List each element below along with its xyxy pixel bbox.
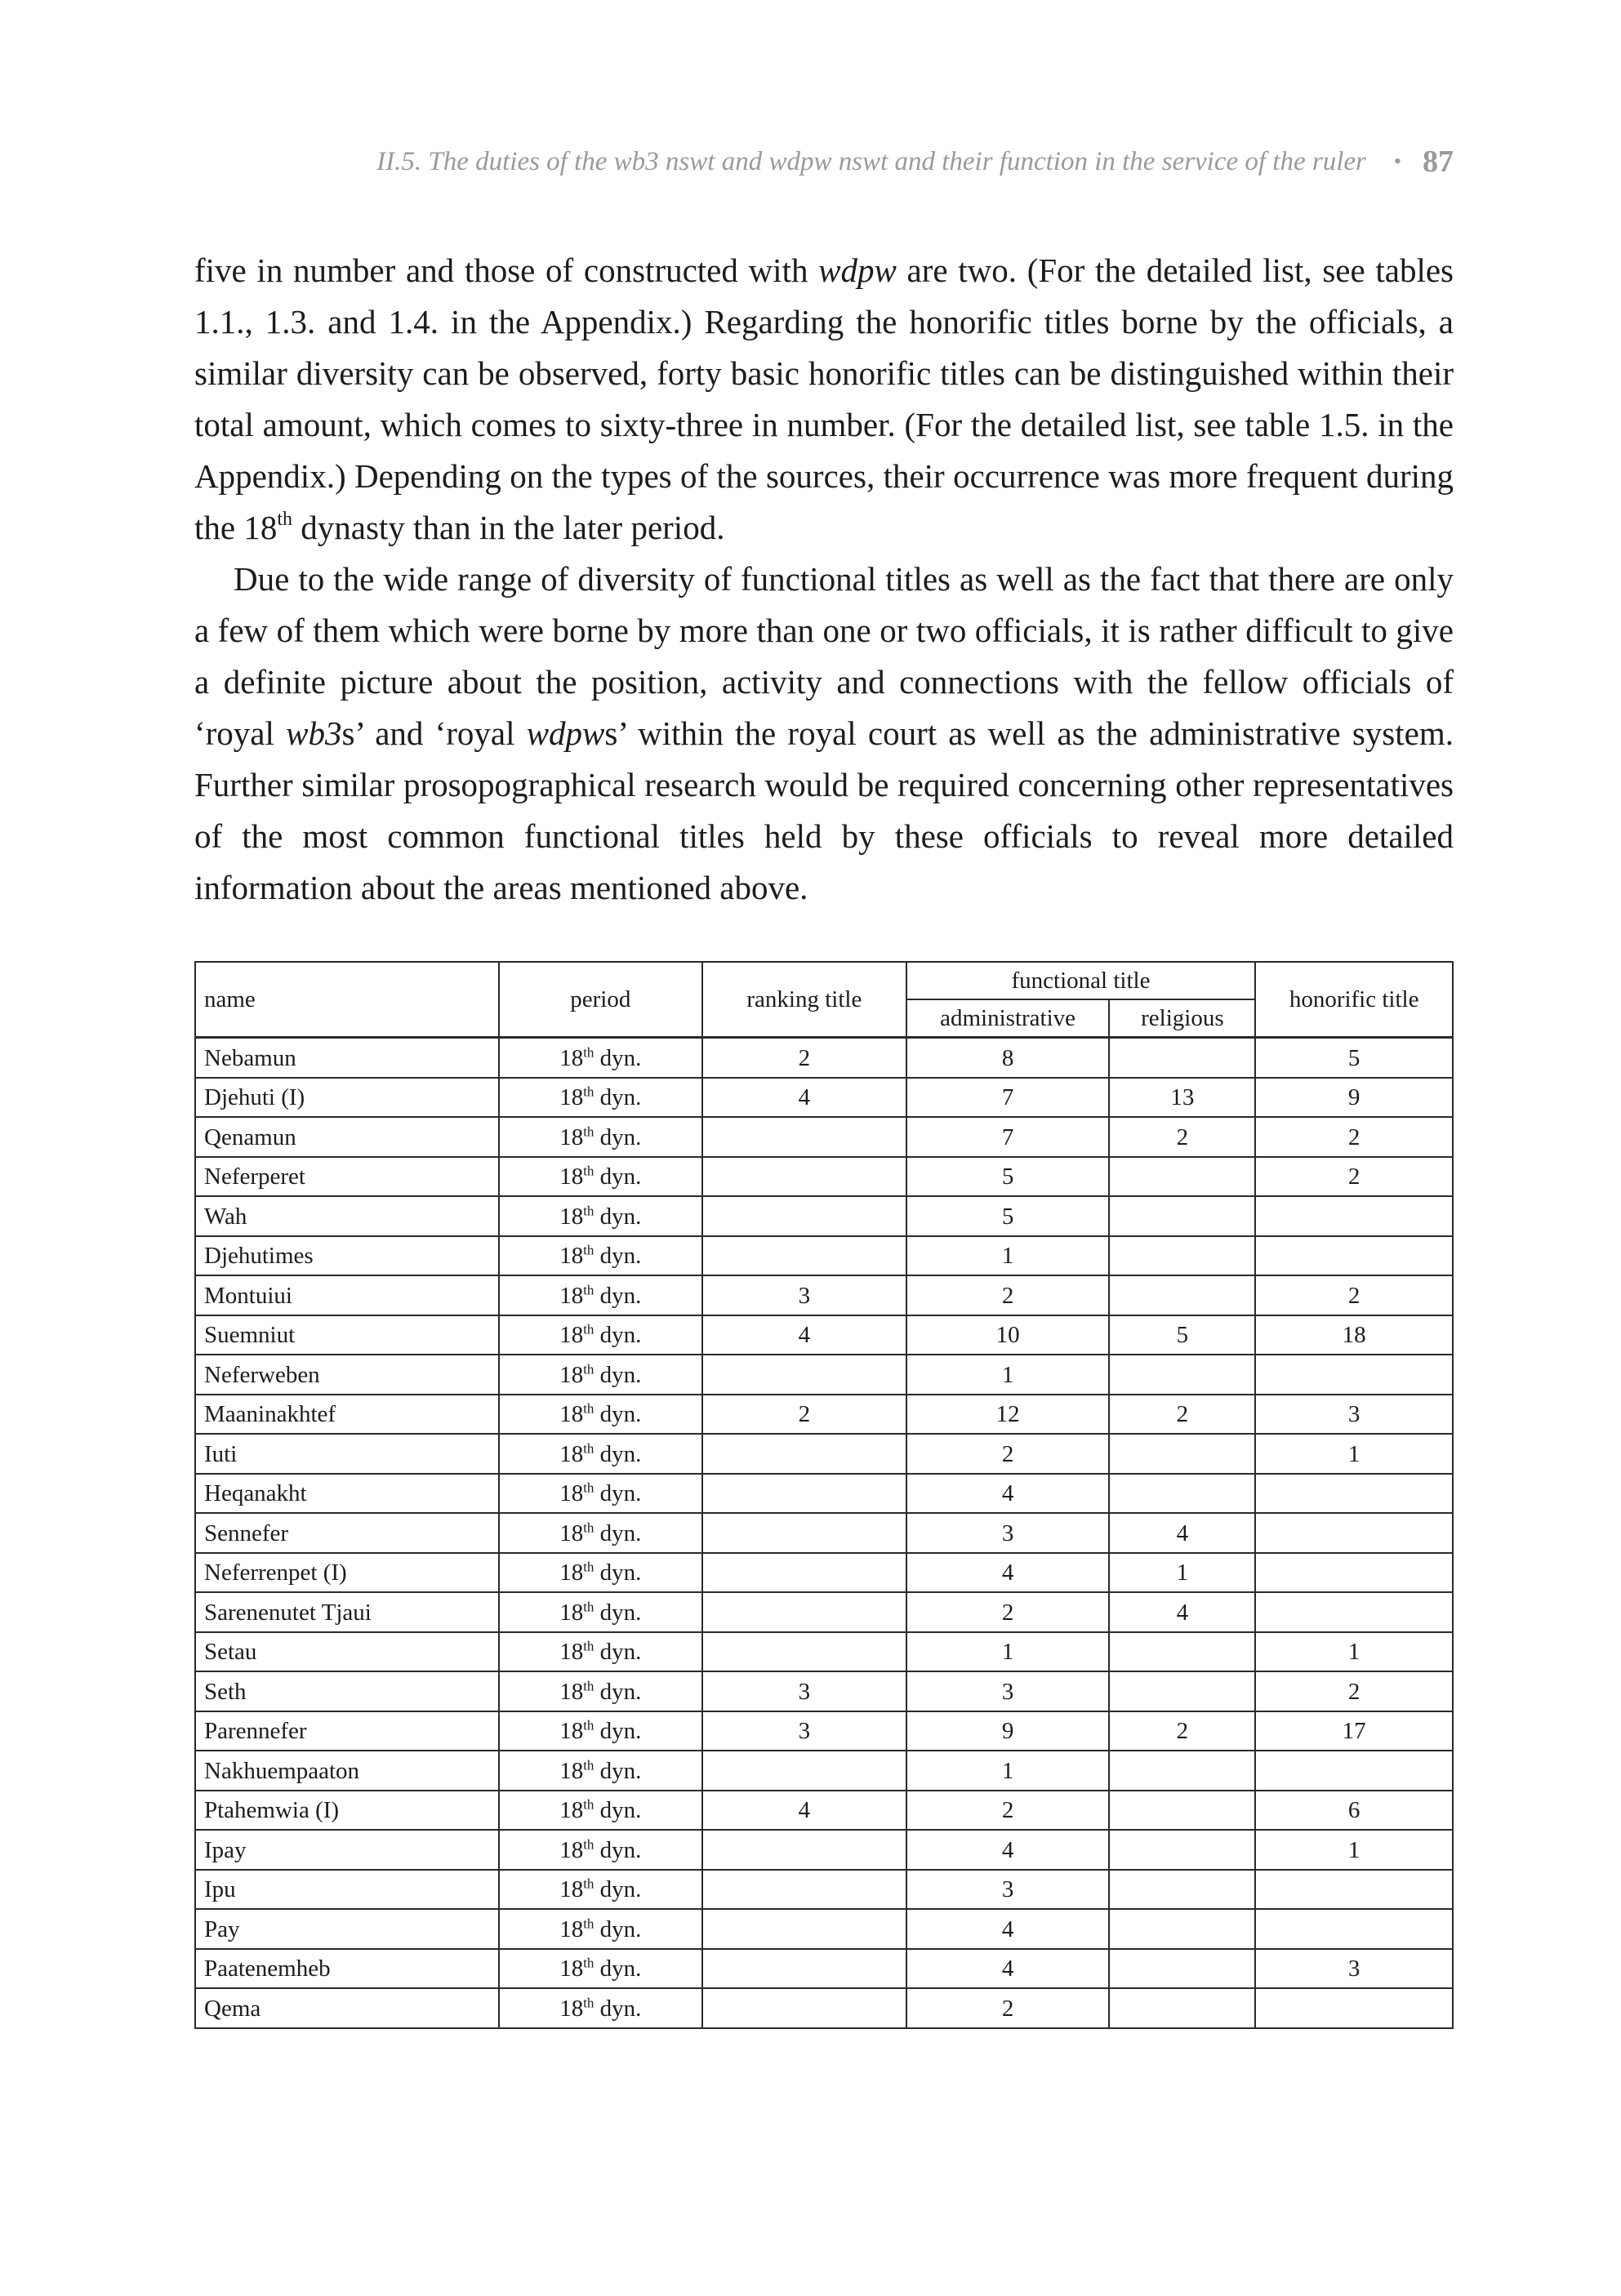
period-suffix: th [583,1400,595,1417]
cell-period [499,1434,703,1474]
cell-administrative: 9 [906,1711,1110,1751]
cell-honorific-title [1255,1236,1453,1276]
period-number: 18 [559,1599,584,1626]
period-number: 18 [559,1995,584,2022]
cell-name: Djehutimes [195,1236,499,1276]
period-number: 18 [559,1797,584,1824]
officials-table [194,961,1454,2029]
period-number: 18 [559,1044,584,1071]
cell-name: Paatenemheb [195,1949,499,1989]
table-row [195,1988,1453,2028]
cell-honorific-title [1255,1870,1453,1910]
cell-honorific-title [1255,1553,1453,1593]
cell-administrative: 1 [906,1751,1110,1791]
period-label: dyn. [594,1243,642,1270]
period-suffix: th [583,1520,595,1536]
cell-honorific-title: 1 [1255,1830,1453,1870]
cell-period [499,1791,703,1831]
cell-period [499,1078,703,1118]
period-label: dyn. [594,1718,642,1745]
header-ranking-title: ranking title [702,962,906,1038]
cell-administrative: 2 [906,1434,1110,1474]
cell-honorific-title: 6 [1255,1791,1453,1831]
table-row [195,1117,1453,1157]
period-label: dyn. [594,1520,642,1546]
cell-name: Maaninakhtef [195,1395,499,1435]
cell-religious: 1 [1109,1553,1255,1593]
cell-administrative: 2 [906,1988,1110,2028]
period-label: dyn. [594,1599,642,1626]
cell-ranking-title [702,1434,906,1474]
cell-period [499,1355,703,1395]
cell-honorific-title: 1 [1255,1632,1453,1672]
cell-administrative: 4 [906,1474,1110,1514]
period-label: dyn. [594,1164,642,1190]
cell-name: Suemniut [195,1315,499,1355]
cell-administrative: 5 [906,1157,1110,1197]
cell-honorific-title: 2 [1255,1117,1453,1157]
period-suffix: th [583,1242,595,1258]
cell-honorific-title: 1 [1255,1434,1453,1474]
paragraph-1: five in number and those of constructed with wdpw are two. (For the detailed list, see tables 1.1., 1.3. and 1.4. in the Appendix.) Regarding the honorific titles borne by the officials, a similar diversity can be observed, forty basic honorific titles can be distinguished within their total amount, which comes to sixty-three in number. (For the detailed list, see table 1.5. in the Appendix.) Depending on the types of the sources, their occurrence was more frequent during the 18th dynasty than in the later period. [194,251,1454,546]
cell-ranking-title [702,1513,906,1553]
cell-honorific-title: 5 [1255,1038,1453,1078]
cell-administrative: 1 [906,1355,1110,1395]
period-number: 18 [559,1203,584,1230]
header-name: name [195,962,499,1038]
body-text [194,245,1454,914]
cell-administrative: 1 [906,1236,1110,1276]
cell-honorific-title [1255,1988,1453,2028]
table-row [195,1474,1453,1514]
period-number: 18 [559,1560,584,1586]
cell-ranking-title: 2 [702,1395,906,1435]
cell-period [499,1275,703,1315]
cell-ranking-title [702,1830,906,1870]
cell-name: Pay [195,1909,499,1949]
period-suffix: th [583,1678,595,1694]
period-label: dyn. [594,1916,642,1942]
cell-religious: 4 [1109,1592,1255,1632]
cell-religious [1109,1671,1255,1711]
cell-honorific-title [1255,1474,1453,1514]
cell-religious: 13 [1109,1078,1255,1118]
cell-name: Sennefer [195,1513,499,1553]
cell-period [499,1236,703,1276]
period-suffix: th [583,1599,595,1615]
table-row [195,1751,1453,1791]
cell-religious: 2 [1109,1395,1255,1435]
table-row [195,1395,1453,1435]
cell-ranking-title [702,1751,906,1791]
table-row [195,1671,1453,1711]
period-label: dyn. [594,1956,642,1982]
cell-period [499,1830,703,1870]
cell-ranking-title: 2 [702,1038,906,1078]
period-suffix: th [583,1995,595,2011]
cell-ranking-title [702,1988,906,2028]
period-suffix: th [583,1361,595,1377]
period-suffix: th [583,1876,595,1892]
period-number: 18 [559,1322,584,1349]
cell-honorific-title [1255,1513,1453,1553]
cell-period [499,1711,703,1751]
period-number: 18 [559,1243,584,1270]
cell-honorific-title [1255,1909,1453,1949]
cell-honorific-title: 2 [1255,1671,1453,1711]
cell-period [499,1909,703,1949]
cell-period [499,1513,703,1553]
cell-period [499,1157,703,1197]
cell-period [499,1553,703,1593]
cell-honorific-title: 3 [1255,1949,1453,1989]
table-row [195,1078,1453,1118]
period-suffix: th [583,1916,595,1932]
table-row [195,1236,1453,1276]
period-label: dyn. [594,1757,642,1784]
period-label: dyn. [594,1361,642,1388]
period-number: 18 [559,1361,584,1388]
cell-administrative: 4 [906,1553,1110,1593]
cell-ranking-title [702,1355,906,1395]
cell-period [499,1038,703,1078]
cell-administrative: 2 [906,1791,1110,1831]
cell-religious [1109,1751,1255,1791]
cell-administrative: 3 [906,1870,1110,1910]
period-label: dyn. [594,1044,642,1071]
period-number: 18 [559,1282,584,1309]
period-suffix: th [583,1124,595,1140]
period-number: 18 [559,1084,584,1111]
table-row [195,1434,1453,1474]
period-number: 18 [559,1164,584,1190]
cell-name: Parennefer [195,1711,499,1751]
cell-religious [1109,1830,1255,1870]
paragraph-2: Due to the wide range of diversity of functional titles as well as the fact that there are only a few of them which were borne by more than one or two officials, it is rather difficult to give a definite picture about the position, activity and connections with the fellow officials of ‘royal wb3s’ and ‘royal wdpws’ within the royal court as well as the administrative system. Further similar prosopographical research would be required concerning other representatives of the most common functional titles held by these officials to reveal more detailed information about the areas mentioned above. [194,560,1454,906]
cell-ranking-title: 3 [702,1711,906,1751]
period-number: 18 [559,1757,584,1784]
cell-administrative: 8 [906,1038,1110,1078]
running-title: II.5. The duties of the wb3 nswt and wdpw nswt and their function in the service of the ruler [376,146,1366,176]
period-suffix: th [583,1955,595,1971]
table-row [195,1592,1453,1632]
cell-name: Ptahemwia (I) [195,1791,499,1831]
period-label: dyn. [594,1440,642,1467]
period-label: dyn. [594,1639,642,1666]
period-number: 18 [559,1916,584,1942]
cell-religious [1109,1355,1255,1395]
cell-name: Montuiui [195,1275,499,1315]
cell-religious [1109,1434,1255,1474]
table-row [195,1038,1453,1078]
cell-name: Seth [195,1671,499,1711]
period-suffix: th [583,1757,595,1773]
cell-honorific-title [1255,1355,1453,1395]
period-number: 18 [559,1440,584,1467]
cell-ranking-title: 3 [702,1671,906,1711]
period-label: dyn. [594,1084,642,1111]
period-suffix: th [583,1796,595,1813]
cell-administrative: 1 [906,1632,1110,1672]
cell-name: Wah [195,1196,499,1236]
period-label: dyn. [594,1797,642,1824]
cell-ranking-title [702,1949,906,1989]
period-label: dyn. [594,1995,642,2022]
period-suffix: th [583,1163,595,1179]
period-suffix: th [583,1559,595,1575]
period-label: dyn. [594,1282,642,1309]
cell-religious [1109,1038,1255,1078]
cell-period [499,1751,703,1791]
table-row [195,1711,1453,1751]
cell-religious: 2 [1109,1711,1255,1751]
cell-religious [1109,1157,1255,1197]
cell-administrative: 2 [906,1592,1110,1632]
cell-period [499,1988,703,2028]
cell-name: Neferrenpet (I) [195,1553,499,1593]
cell-honorific-title [1255,1592,1453,1632]
period-number: 18 [559,1480,584,1507]
cell-period [499,1949,703,1989]
cell-administrative: 3 [906,1513,1110,1553]
period-suffix: th [583,1282,595,1298]
cell-religious [1109,1988,1255,2028]
cell-religious [1109,1909,1255,1949]
period-number: 18 [559,1520,584,1546]
cell-religious [1109,1275,1255,1315]
period-number: 18 [559,1678,584,1705]
table-row [195,1513,1453,1553]
period-suffix: th [583,1044,595,1061]
cell-name: Qema [195,1988,499,2028]
table-row [195,1632,1453,1672]
cell-honorific-title: 2 [1255,1275,1453,1315]
cell-period [499,1474,703,1514]
cell-name: Neferperet [195,1157,499,1197]
period-label: dyn. [594,1678,642,1705]
header-administrative: administrative [906,999,1110,1038]
cell-honorific-title: 17 [1255,1711,1453,1751]
table-row [195,1275,1453,1315]
table-row [195,1315,1453,1355]
cell-name: Iuti [195,1434,499,1474]
period-suffix: th [583,1479,595,1496]
period-label: dyn. [594,1480,642,1507]
period-number: 18 [559,1876,584,1903]
cell-honorific-title: 18 [1255,1315,1453,1355]
table-row [195,1870,1453,1910]
table-body [195,1038,1453,2028]
period-label: dyn. [594,1124,642,1150]
period-number: 18 [559,1718,584,1745]
cell-administrative: 10 [906,1315,1110,1355]
cell-ranking-title [702,1157,906,1197]
period-suffix: th [583,1203,595,1219]
cell-name: Neferweben [195,1355,499,1395]
period-suffix: th [583,1321,595,1337]
period-label: dyn. [594,1203,642,1230]
header-period: period [499,962,703,1038]
period-label: dyn. [594,1322,642,1349]
cell-religious [1109,1791,1255,1831]
cell-period [499,1632,703,1672]
header-honorific-title: honorific title [1255,962,1453,1038]
period-suffix: th [583,1083,595,1100]
cell-honorific-title [1255,1751,1453,1791]
cell-administrative: 7 [906,1117,1110,1157]
table-row [195,1949,1453,1989]
cell-ranking-title: 4 [702,1078,906,1118]
cell-honorific-title: 2 [1255,1157,1453,1197]
cell-period [499,1395,703,1435]
cell-religious: 2 [1109,1117,1255,1157]
cell-religious [1109,1949,1255,1989]
cell-ranking-title [702,1553,906,1593]
cell-name: Ipay [195,1830,499,1870]
cell-religious [1109,1236,1255,1276]
table-row [195,1830,1453,1870]
cell-name: Djehuti (I) [195,1078,499,1118]
cell-name: Nakhuempaaton [195,1751,499,1791]
cell-ranking-title: 3 [702,1275,906,1315]
cell-period [499,1870,703,1910]
cell-name: Ipu [195,1870,499,1910]
period-number: 18 [559,1401,584,1428]
cell-ranking-title [702,1870,906,1910]
table-row [195,1909,1453,1949]
cell-ranking-title [702,1909,906,1949]
period-suffix: th [583,1836,595,1853]
cell-ranking-title [702,1117,906,1157]
cell-religious [1109,1632,1255,1672]
cell-period [499,1196,703,1236]
cell-ranking-title [702,1592,906,1632]
period-label: dyn. [594,1401,642,1428]
table-row [195,1157,1453,1197]
table-row [195,1196,1453,1236]
period-number: 18 [559,1836,584,1863]
cell-religious [1109,1196,1255,1236]
cell-period [499,1671,703,1711]
period-label: dyn. [594,1560,642,1586]
cell-ranking-title: 4 [702,1315,906,1355]
period-label: dyn. [594,1876,642,1903]
cell-name: Nebamun [195,1038,499,1078]
cell-ranking-title [702,1196,906,1236]
cell-honorific-title: 3 [1255,1395,1453,1435]
cell-period [499,1117,703,1157]
cell-period [499,1592,703,1632]
cell-administrative: 2 [906,1275,1110,1315]
cell-administrative: 7 [906,1078,1110,1118]
period-suffix: th [583,1717,595,1733]
period-number: 18 [559,1639,584,1666]
cell-administrative: 5 [906,1196,1110,1236]
cell-administrative: 4 [906,1949,1110,1989]
table-row [195,1791,1453,1831]
running-head [294,139,1454,185]
header-religious: religious [1109,999,1255,1038]
table-row [195,1355,1453,1395]
cell-religious [1109,1474,1255,1514]
cell-religious: 4 [1109,1513,1255,1553]
cell-name: Setau [195,1632,499,1672]
cell-religious [1109,1870,1255,1910]
page-number: 87 [1423,145,1454,179]
cell-administrative: 4 [906,1909,1110,1949]
cell-name: Heqanakht [195,1474,499,1514]
cell-ranking-title [702,1474,906,1514]
cell-name: Qenamun [195,1117,499,1157]
period-suffix: th [583,1638,595,1654]
cell-religious: 5 [1109,1315,1255,1355]
cell-ranking-title: 4 [702,1791,906,1831]
cell-ranking-title [702,1632,906,1672]
cell-administrative: 4 [906,1830,1110,1870]
table-row [195,1553,1453,1593]
period-number: 18 [559,1956,584,1982]
period-label: dyn. [594,1836,642,1863]
cell-name: Sarenenutet Tjaui [195,1592,499,1632]
running-bullet: • [1393,149,1401,173]
cell-period [499,1315,703,1355]
cell-administrative: 12 [906,1395,1110,1435]
period-number: 18 [559,1124,584,1150]
cell-administrative: 3 [906,1671,1110,1711]
period-suffix: th [583,1440,595,1457]
header-functional-title: functional title [906,962,1256,999]
cell-ranking-title [702,1236,906,1276]
cell-honorific-title [1255,1196,1453,1236]
cell-honorific-title: 9 [1255,1078,1453,1118]
